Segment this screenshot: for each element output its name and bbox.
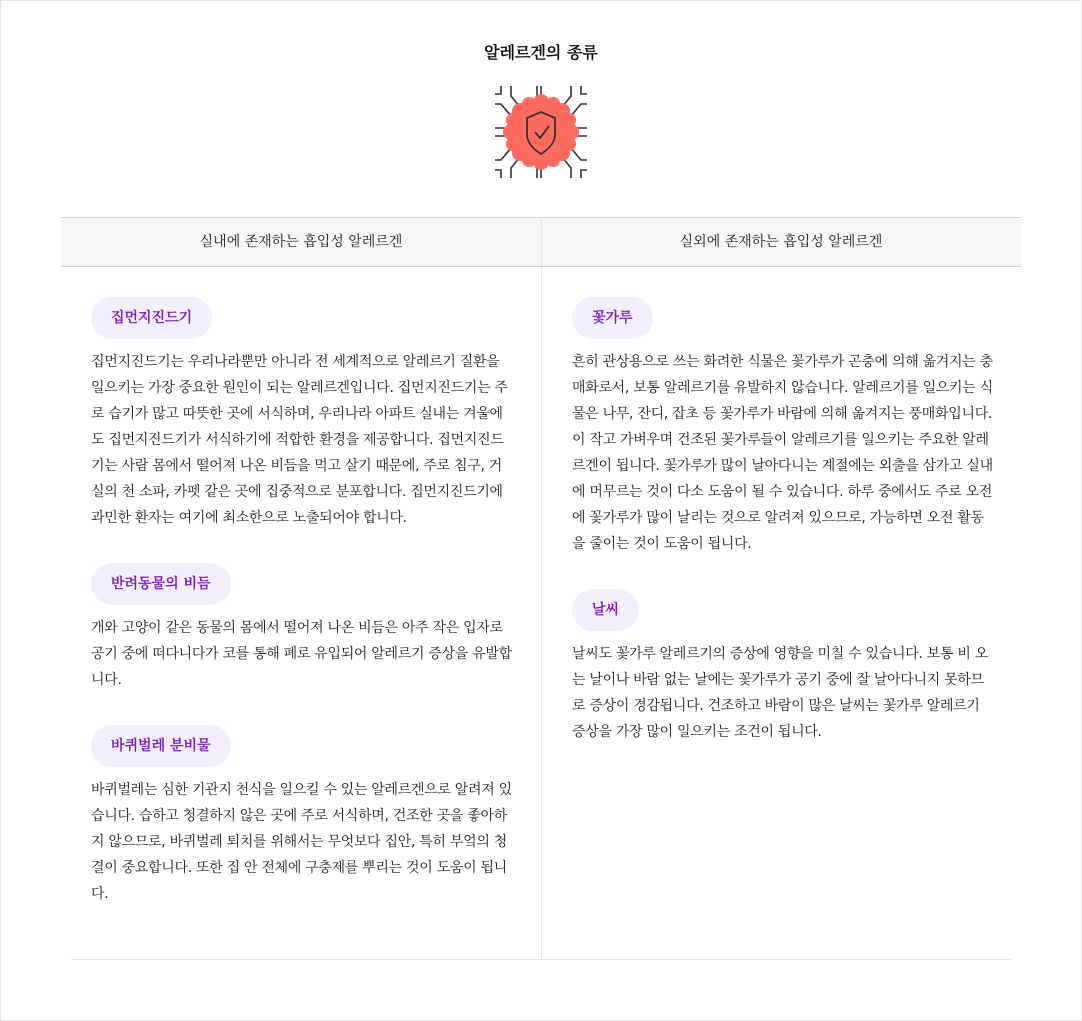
allergen-badge: 반려동물의 비듬 bbox=[91, 563, 231, 605]
column-header-indoor: 실내에 존재하는 흡입성 알레르겐 bbox=[199, 234, 403, 250]
table-bottom-border bbox=[71, 959, 1011, 960]
allergen-badge: 바퀴벌레 분비물 bbox=[91, 725, 231, 767]
allergen-description: 흔히 관상용으로 쓰는 화려한 식물은 꽃가루가 곤충에 의해 옮겨지는 충매화로서, 보통 알레르기를 유발하지 않습니다. 알레르기를 일으키는 식물은 나무, 잔디, 잡초 등 꽃가루가 바람에 의해 옮겨지는 풍매화입니다. 이 작고 가벼우며 건조된 꽃가루들이 알레르기를 일으키는 주요한 알레르겐이 됩니다. 꽃가루가 많이 날아다니는 계절에는 외출을 삼가고 실내에 머무르는 것이 다소 도움이 될 수 있습니다. 하루 중에서도 주로 오전에 꽃가루가 많이 날리는 것으로 알려져 있으므로, 가능하면 오전 활동을 줄이는 것이 도움이 됩니다. bbox=[572, 354, 993, 552]
shield-check-icon bbox=[493, 84, 589, 180]
column-header-outdoor: 실외에 존재하는 흡입성 알레르겐 bbox=[679, 234, 883, 250]
column-divider bbox=[541, 217, 542, 959]
outdoor-column bbox=[572, 297, 996, 777]
indoor-column bbox=[91, 297, 515, 939]
allergen-description: 개와 고양이 같은 동물의 몸에서 떨어져 나온 비듬은 아주 작은 입자로 공기 중에 떠다니다가 코를 통해 폐로 유입되어 알레르기 증상을 유발합니다. bbox=[91, 620, 512, 688]
allergen-section bbox=[572, 589, 996, 745]
allergen-section bbox=[91, 725, 515, 907]
page-title: 알레르겐의 종류 bbox=[484, 43, 598, 62]
allergen-description: 바퀴벌레는 심한 기관지 천식을 일으킬 수 있는 알레르겐으로 알려져 있습니다. 습하고 청결하지 않은 곳에 주로 서식하며, 건조한 곳을 좋아하지 않으므로, 바퀴벌레 퇴치를 위해서는 무엇보다 집안, 특히 부엌의 청결이 중요합니다. 또한 집 안 전체에 구충제를 뿌리는 것이 도움이 됩니다. bbox=[91, 782, 512, 902]
allergen-badge: 날씨 bbox=[572, 589, 639, 631]
allergen-description: 집먼지진드기는 우리나라뿐만 아니라 전 세계적으로 알레르기 질환을 일으키는 가장 중요한 원인이 되는 알레르겐입니다. 집먼지진드기는 주로 습기가 많고 따뜻한 곳에 서식하며, 우리나라 아파트 실내는 겨울에도 집먼지진드기가 서식하기에 적합한 환경을 제공합니다. 집먼지진드기는 사람 몸에서 떨어져 나온 비듬을 먹고 살기 때문에, 주로 침구, 거실의 천 소파, 카펫 같은 곳에 집중적으로 분포합니다. 집먼지진드기에 과민한 환자는 여기에 최소한으로 노출되어야 합니다. bbox=[91, 354, 508, 526]
allergen-description: 날씨도 꽃가루 알레르기의 증상에 영향을 미칠 수 있습니다. 보통 비 오는 날이나 바람 없는 날에는 꽃가루가 공기 중에 잘 날아다니지 못하므로 증상이 경감됩니다. 건조하고 바람이 많은 날씨는 꽃가루 알레르기 증상을 가장 많이 일으키는 조건이 됩니다. bbox=[572, 646, 988, 740]
allergen-section bbox=[91, 563, 515, 693]
allergen-section bbox=[91, 297, 515, 531]
allergen-section bbox=[572, 297, 996, 557]
allergen-badge: 집먼지진드기 bbox=[91, 297, 212, 339]
allergen-badge: 꽃가루 bbox=[572, 297, 653, 339]
